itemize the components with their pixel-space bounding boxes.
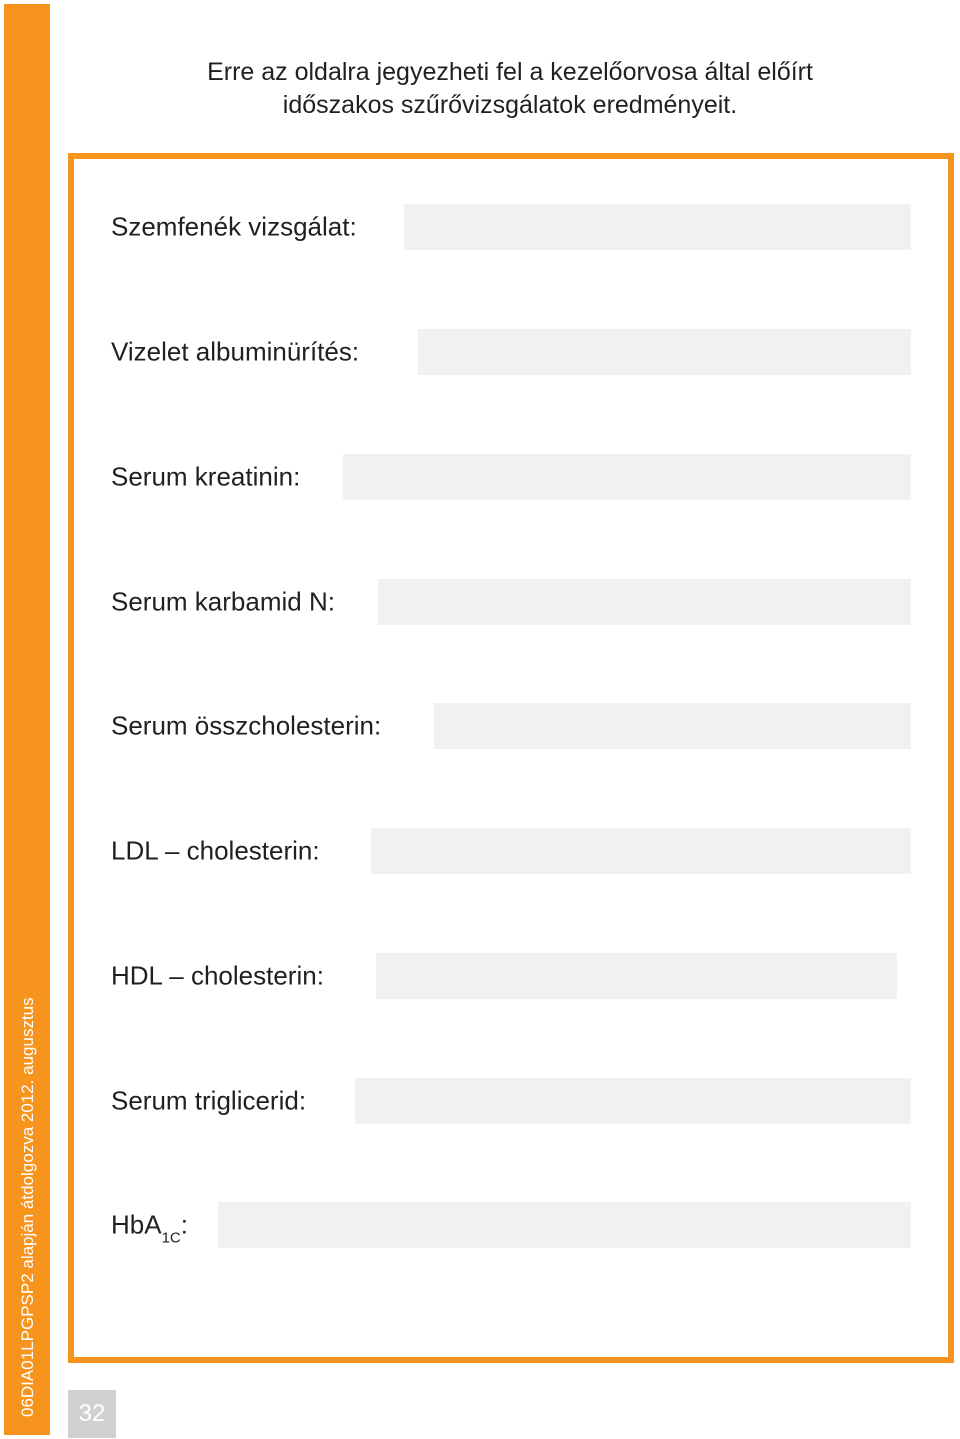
document-code: 06DIA01LPGPSP2 alapján átdolgozva 2012. augusztus xyxy=(18,997,37,1417)
hba-label: HbA xyxy=(111,1209,162,1240)
hdl-cholesterin-field[interactable] xyxy=(376,953,897,999)
hba1c-field[interactable] xyxy=(218,1202,911,1248)
intro-text xyxy=(90,56,930,122)
page-number-box xyxy=(68,1390,116,1438)
field-label: Serum karbamid N: xyxy=(111,586,335,617)
field-label: LDL – cholesterin: xyxy=(111,835,320,866)
ldl-cholesterin-field[interactable] xyxy=(371,828,911,874)
field-label: Szemfenék vizsgálat: xyxy=(111,211,357,242)
field-label: Serum triglicerid: xyxy=(111,1085,307,1116)
serum-karbamid-field[interactable] xyxy=(378,579,911,625)
hba-subscript: 1C xyxy=(161,1229,181,1247)
szemfenek-field[interactable] xyxy=(404,204,911,250)
serum-osszcholesterin-field[interactable] xyxy=(434,703,911,749)
vizelet-albuminurites-field[interactable] xyxy=(418,329,911,375)
field-label: Serum összcholesterin: xyxy=(111,710,382,741)
field-label: Serum kreatinin: xyxy=(111,461,301,492)
field-label: Vizelet albuminürítés: xyxy=(111,336,360,367)
field-label: HDL – cholesterin: xyxy=(111,960,324,991)
field-label xyxy=(111,1209,188,1247)
hba-colon: : xyxy=(180,1209,188,1240)
serum-triglicerid-field[interactable] xyxy=(355,1078,911,1124)
page-number: 32 xyxy=(78,1400,106,1427)
intro-line-2: időszakos szűrővizsgálatok eredményeit. xyxy=(282,91,738,119)
intro-line-1: Erre az oldalra jegyezheti fel a kezelőorvosa által előírt xyxy=(207,58,813,86)
serum-kreatinin-field[interactable] xyxy=(343,454,911,500)
